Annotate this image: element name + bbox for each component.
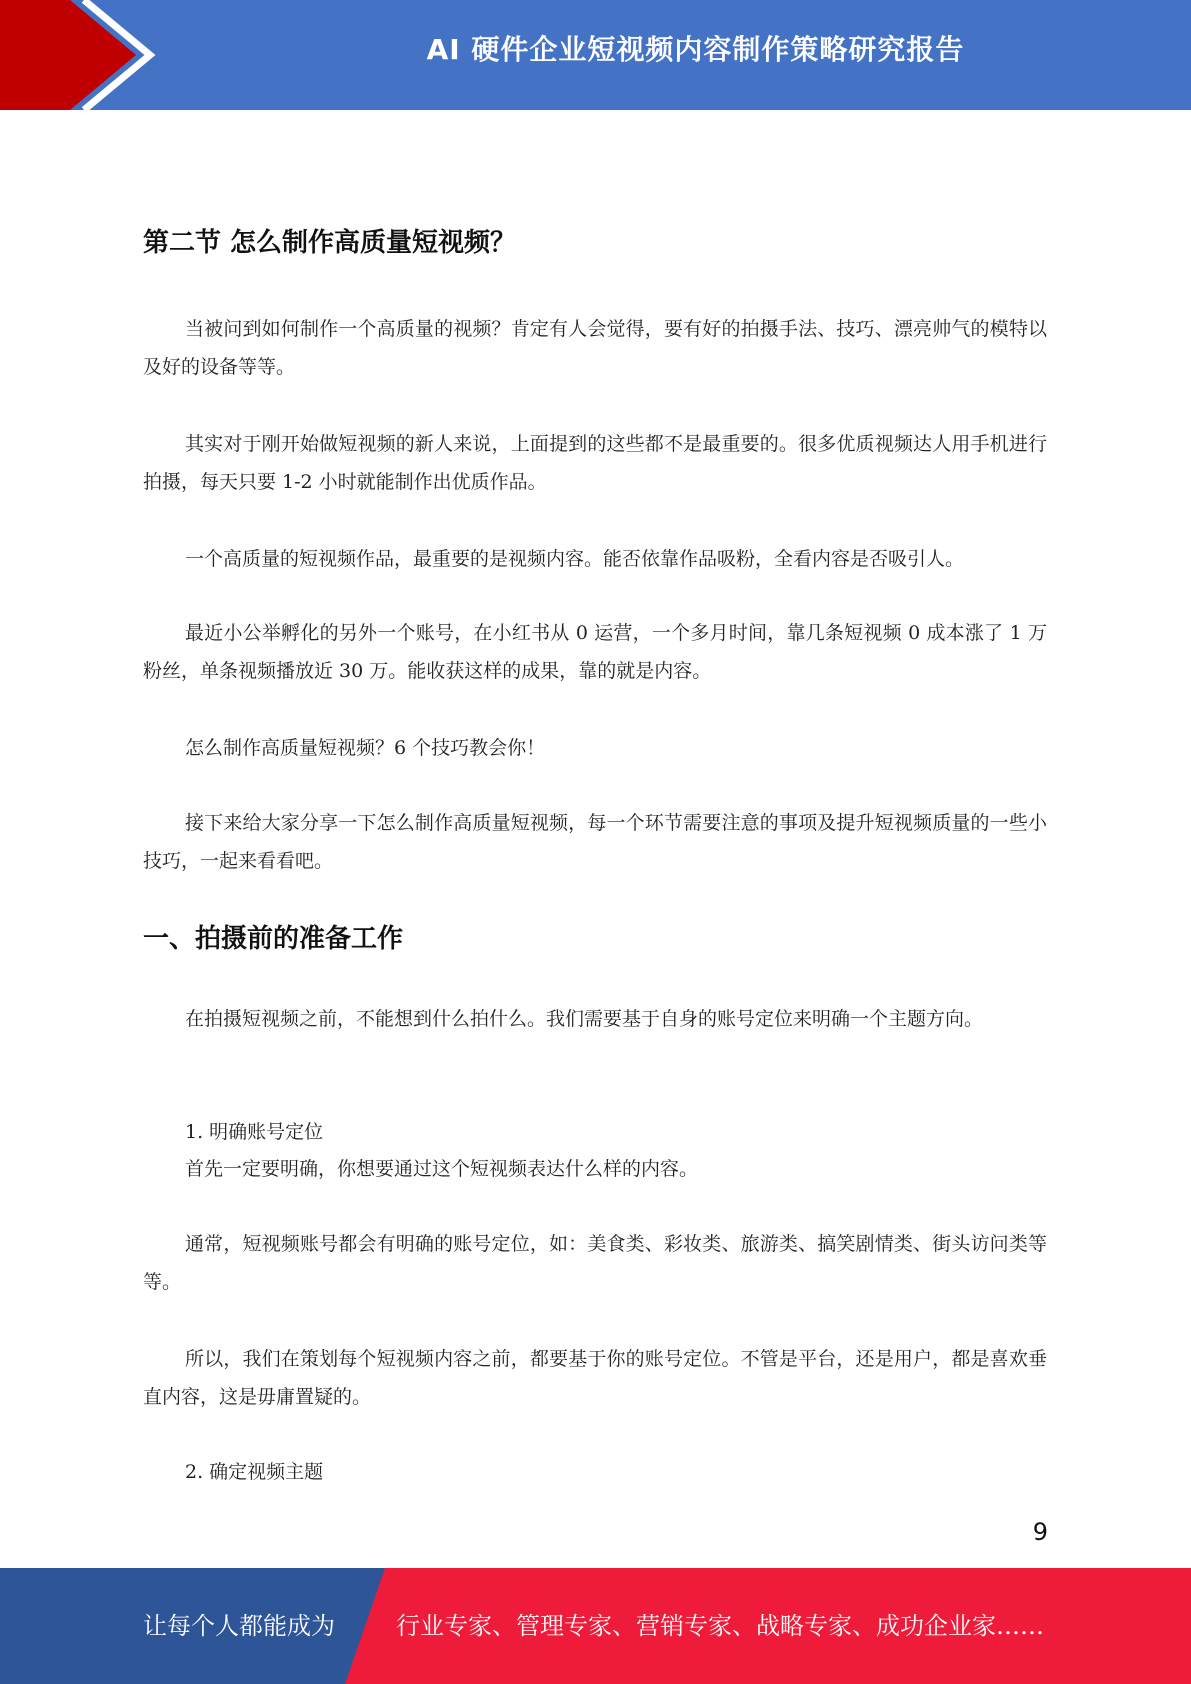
footer-slogan-right: 行业专家、管理专家、营销专家、战略专家、成功企业家……: [396, 1612, 1044, 1640]
subsection-intro: 在拍摄短视频之前，不能想到什么拍什么。我们需要基于自身的账号定位来明确一个主题方向。: [185, 1008, 984, 1030]
footer-slogan-left: 让每个人都能成为: [143, 1612, 335, 1640]
paragraph-2: 其实对于刚开始做短视频的新人来说，上面提到的这些都不是最重要的。很多优质视频达人用手机进行拍摄，每天只要 1-2 小时就能制作出优质作品。: [143, 433, 1047, 493]
paragraph-1: 当被问到如何制作一个高质量的视频？肯定有人会觉得，要有好的拍摄手法、技巧、漂亮帅气的模特以及好的设备等等。: [143, 318, 1047, 378]
report-title: AI 硬件企业短视频内容制作策略研究报告: [426, 33, 965, 66]
paragraph-5: 怎么制作高质量短视频？6 个技巧教会你！: [185, 737, 546, 759]
paragraph-4: 最近小公举孵化的另外一个账号，在小红书从 0 运营，一个多月时间，靠几条短视频 0 成本涨了 1 万粉丝，单条视频播放近 30 万。能收获这样的成果，靠的就是内容。: [143, 622, 1047, 682]
page-number: 9: [1032, 1518, 1048, 1546]
header-banner: [0, 0, 1191, 110]
paragraph-6: 接下来给大家分享一下怎么制作高质量短视频，每一个环节需要注意的事项及提升短视频质量的一些小技巧，一起来看看吧。: [143, 812, 1047, 872]
section-heading: 第二节 怎么制作高质量短视频？: [143, 228, 517, 258]
paragraph-3: 一个高质量的短视频作品，最重要的是视频内容。能否依靠作品吸粉，全看内容是否吸引人。: [185, 548, 965, 570]
paragraph-vertical-content: 所以，我们在策划每个短视频内容之前，都要基于你的账号定位。不管是平台，还是用户，都是喜欢垂直内容，这是毋庸置疑的。: [143, 1348, 1047, 1408]
list-item-1-title: 1. 明确账号定位: [185, 1121, 324, 1143]
subsection-heading: 一、拍摄前的准备工作: [143, 924, 404, 954]
list-item-2-title: 2. 确定视频主题: [185, 1461, 324, 1483]
paragraph-account-types: 通常，短视频账号都会有明确的账号定位，如：美食类、彩妆类、旅游类、搞笑剧情类、街头访问类等等。: [143, 1233, 1047, 1293]
footer-banner: [0, 1568, 1191, 1684]
list-item-1-text: 首先一定要明确，你想要通过这个短视频表达什么样的内容。: [185, 1158, 699, 1180]
